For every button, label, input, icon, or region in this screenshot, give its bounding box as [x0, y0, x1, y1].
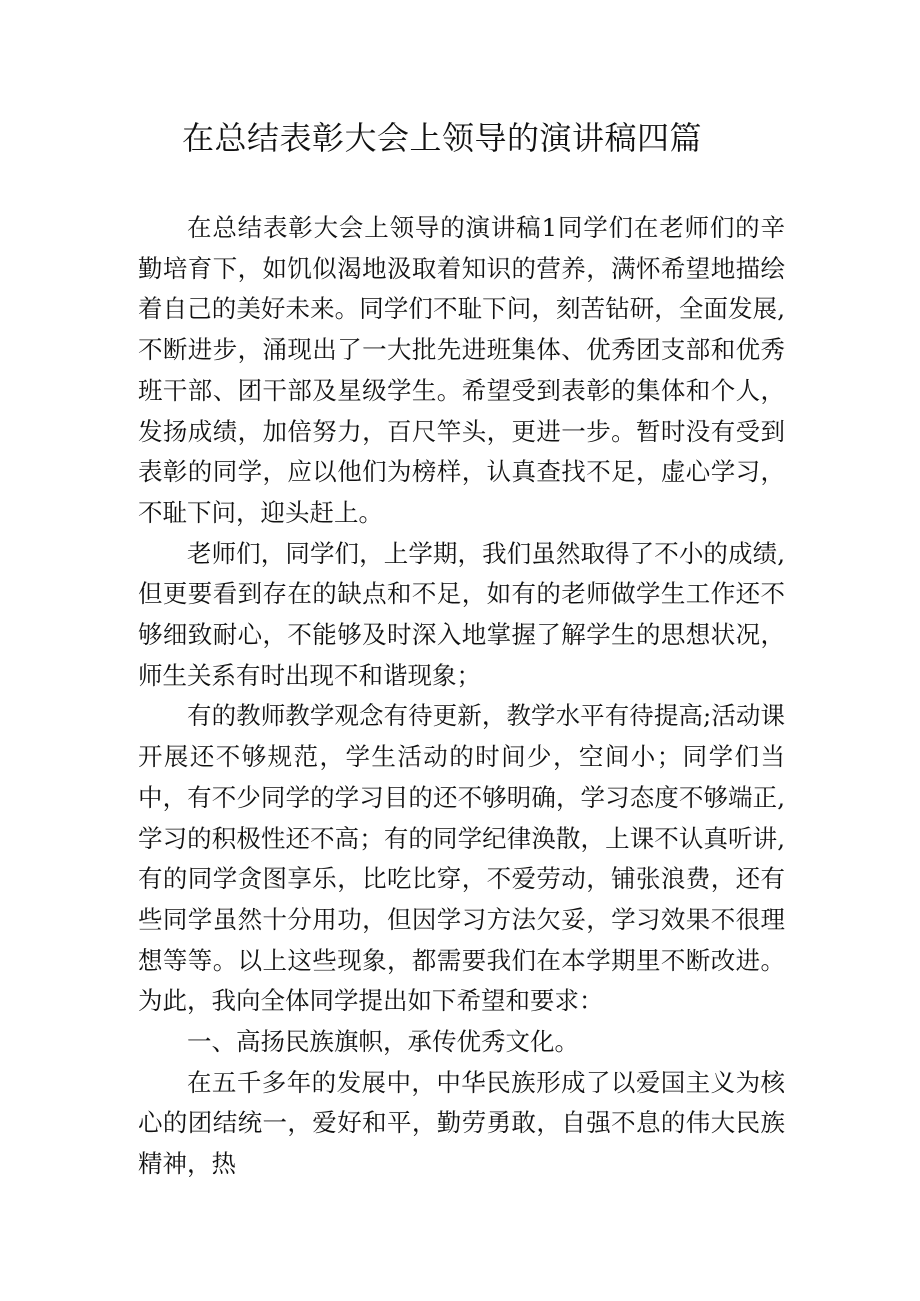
paragraph-section-heading-1: 一、高扬民族旗帜，承传优秀文化。: [187, 1027, 579, 1057]
document-title: 在总结表彰大会上领导的演讲稿四篇: [182, 119, 703, 157]
paragraph-shortcomings-students: 有的教师教学观念有待更新，教学水平有待提高;活动课开展还不够规范，学生活动的时间少，空间小；同学们当中，有不少同学的学习目的还不够明确，学习态度不够端正,学习的积极性还不高；有的同学纪律涣散，上课不认真听讲,有的同学贪图享乐，比吃比穿，不爱劳动，铺张浪费，还有些同学虽然十分用功，但因学习方法欠妥，学习效果不很理想等等。以上这些现象，都需要我们在本学期里不断改进。为此，我向全体同学提出如下希望和要求：: [138, 701, 785, 1016]
document-body: [138, 208, 785, 1185]
paragraph-intro: 在总结表彰大会上领导的演讲稿1同学们在老师们的辛勤培育下，如饥似渴地汲取着知识的营养，满怀希望地描绘着自己的美好未来。同学们不耻下问，刻苦钻研，全面发展,不断进步，涌现出了一大批先进班集体、优秀团支部和优秀班干部、团干部及星级学生。希望受到表彰的集体和个人，发扬成绩，加倍努力，百尺竿头，更进一步。暂时没有受到表彰的同学，应以他们为榜样，认真查找不足，虚心学习，不耻下问，迎头赶上。: [138, 213, 785, 527]
paragraph-national-spirit: 在五千多年的发展中，中华民族形成了以爱国主义为核心的团结统一，爱好和平，勤劳勇敢，自强不息的伟大民族精神，热: [138, 1067, 785, 1179]
paragraph-shortcomings-teachers: 老师们，同学们，上学期，我们虽然取得了不小的成绩,但更要看到存在的缺点和不足，如有的老师做学生工作还不够细致耐心，不能够及时深入地掌握了解学生的思想状况，师生关系有时出现不和谐现象；: [138, 538, 785, 690]
